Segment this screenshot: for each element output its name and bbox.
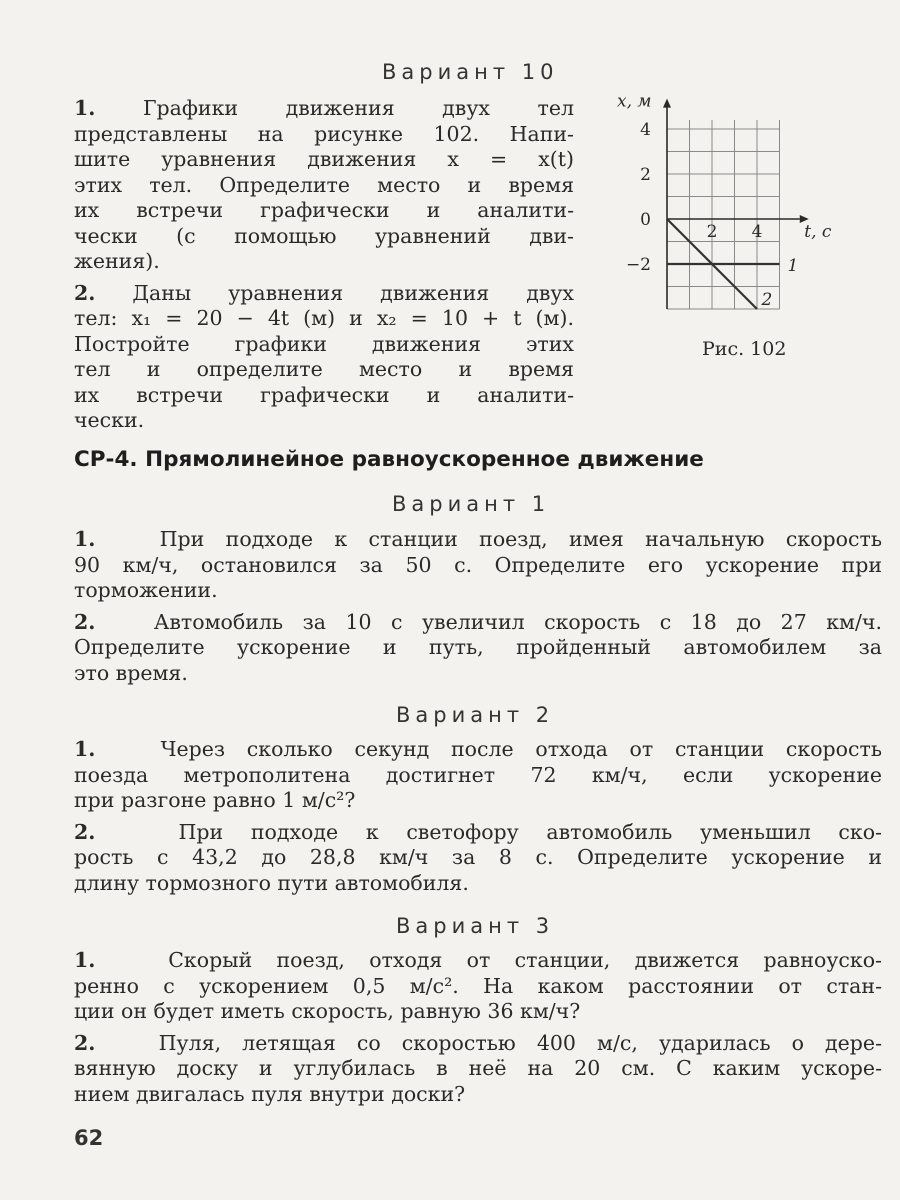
motion-graph-figure xyxy=(600,88,890,328)
variant-10-title: Вариант 10 xyxy=(382,60,559,84)
variant-3-task-2: 2. Пуля, летящая со скоростью 400 м/с, ударилась о дере- вянную доску и углубилась в неё на 20 см. С каким ускоре- нием двигалась пуля внутри доски? xyxy=(74,1030,882,1106)
y-tick-label: −2 xyxy=(625,255,651,275)
y-axis-label: x, м xyxy=(617,91,652,112)
graph-axes xyxy=(663,99,809,309)
variant-2-task-1: 1. Через сколько секунд после отхода от станции скорость поезда метрополитена достигнет 72 км/ч, если ускорение при разгоне равно 1 м/с²? xyxy=(74,737,882,812)
variant-1-tasks xyxy=(74,527,882,686)
series-2-label: 2 xyxy=(761,289,773,310)
variant-2-title: Вариант 2 xyxy=(396,703,555,727)
x-tick-label: 2 xyxy=(706,222,718,242)
y-axis-arrow xyxy=(663,99,671,108)
variant-2-tasks xyxy=(74,737,882,896)
task-block xyxy=(74,96,574,434)
variant-1-title: Вариант 1 xyxy=(392,492,551,516)
variant-1-task-1: 1. При подходе к станции поезд, имея начальную скорость 90 км/ч, остановился за 50 с. Определите его ускорение при торможении. xyxy=(74,527,882,602)
variant-3-task-1: 1. Скорый поезд, отходя от станции, движется равноуско- ренно с ускорением 0,5 м/с². На каком расстоянии от стан- ции он будет иметь скорость, равную 36 км/ч? xyxy=(74,948,882,1023)
variant-2-task-2: 2. При подходе к светофору автомобиль уменьшил ско- рость с 43,2 до 28,8 км/ч за 8 с. Определите ускорение и длину тормозного пути автомобиля. xyxy=(74,819,882,895)
page-number: 62 xyxy=(74,1126,104,1150)
task-1-text: 1. Графики движения двух тел представлены на рисунке 102. Напи- шите уравнения движения x = x(t) этих тел. Определите место и время их встречи графически и аналити- чески (с помощью уравнений дви- жения). xyxy=(74,96,574,273)
figure-caption: Рис. 102 xyxy=(702,338,787,360)
variant-3-tasks xyxy=(74,948,882,1107)
section-title: СР-4. Прямолинейное равноускоренное движение xyxy=(74,447,704,472)
x-tick-label: 4 xyxy=(751,222,763,242)
y-tick-label: 2 xyxy=(640,165,651,185)
task-2-text: 2. Даны уравнения движения двух тел: x₁ = 20 − 4t (м) и x₂ = 10 + t (м). Постройте графики движения этих тел и определите место и время их встречи графически и аналити- чески. xyxy=(74,280,574,432)
variant-1-task-2: 2. Автомобиль за 10 с увеличил скорость с 18 до 27 км/ч. Определите ускорение и путь, пройденный автомобилем за это время. xyxy=(74,609,882,685)
series-1-label: 1 xyxy=(787,256,799,276)
y-tick-label: 0 xyxy=(640,210,651,230)
graph-grid xyxy=(667,120,780,309)
variant-3-title: Вариант 3 xyxy=(396,914,555,938)
x-axis-label: t, с xyxy=(804,222,832,242)
y-tick-label: 4 xyxy=(640,120,651,140)
